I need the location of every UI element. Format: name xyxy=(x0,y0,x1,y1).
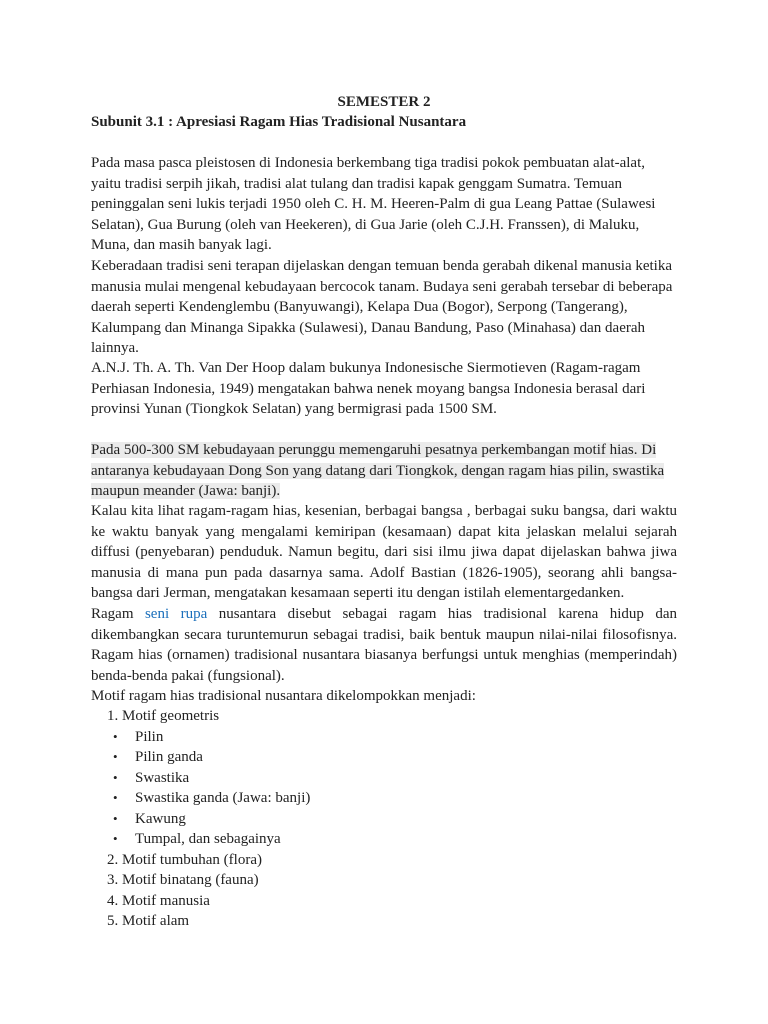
motif-list xyxy=(91,706,310,932)
bullet-icon: • xyxy=(113,728,118,744)
list-item: 1. Motif geometris xyxy=(107,708,220,724)
bullet-icon: • xyxy=(113,810,118,826)
bullet-label: Pilin xyxy=(135,728,164,745)
bullet-icon: • xyxy=(113,749,118,764)
list-item xyxy=(91,768,310,789)
list-item xyxy=(91,747,310,768)
paragraph-diffusi: Kalau kita lihat ragam-ragam hias, kesenian, berbagai bangsa , berbagai suku bangsa, dari waktu ke waktu banyak yang mengalami kemiripan (kesamaan) dapat kita jelaskan melalui sejarah diffusi (penyebaran) penduduk. Namun begitu, dari sisi ilmu jiwa dapat dijelaskan bahwa jiwa manusia di mana pun pada dasarnya sama. Adolf Bastian (1826-1905), seorang ahli bangsa-bangsa dari Jerman, mengatakan kesamaan seperti itu dengan istilah elementargedanken. xyxy=(91,503,677,601)
list-item xyxy=(91,788,310,809)
paragraph-pleistosen: Pada masa pasca pleistosen di Indonesia berkembang tiga tradisi pokok pembuatan alat-alat, yaitu tradisi serpih jikah, tradisi alat tulang dan tradisi kapak genggam Sumatra. Temuan peninggalan seni lukis terjadi 1950 oleh C. H. M. Heeren-Palm di gua Leang Pattae (Sulawesi Selatan), Gua Burung (oleh van Heekeren), di Gua Jarie (oleh C.J.H. Franssen), di Maluku, Muna, dan masih banyak lagi. xyxy=(91,155,656,253)
subunit-heading: Subunit 3.1 : Apresiasi Ragam Hias Tradisional Nusantara xyxy=(91,114,467,130)
seni-rupa-text-after: nusantara disebut sebagai ragam hias tradisional karena hidup dan dikembangkan secara turuntemurun sebagai tradisi, baik bentuk maupun nilai-nilai filosofisnya. Ragam hias (ornamen) tradisional nusantara biasanya berfungsi untuk menghias (memperindah) benda-benda pakai (fungsional). xyxy=(91,606,677,684)
bullet-icon: • xyxy=(113,769,118,785)
list-item: 4. Motif manusia xyxy=(107,892,210,909)
bullet-label: Pilin ganda xyxy=(135,749,203,765)
highlighted-text: Pada 500-300 SM kebudayaan perunggu memengaruhi pesatnya perkembangan motif hias. Di antaranya kebudayaan Dong Son yang datang dari Tiongkok, dengan ragam hias pilin, swastika maupun meander (Jawa: banji). xyxy=(91,442,665,499)
bullet-icon: • xyxy=(113,831,118,846)
bullet-label: Swastika xyxy=(135,769,190,786)
paragraph-dong-son xyxy=(91,440,681,502)
list-item xyxy=(91,809,310,830)
paragraph-gerabah: Keberadaan tradisi seni terapan dijelaskan dengan temuan benda gerabah dikenal manusia ketika manusia mulai mengenal kebudayaan bercocok tanam. Budaya seni gerabah tersebar di beberapa daerah seperti Kendenglembu (Banyuwangi), Kelapa Dua (Bogor), Serpong (Tangerang), Kalumpang dan Minanga Sipakka (Sulawesi), Danau Bandung, Paso (Minahasa) dan daerah lainnya. xyxy=(91,258,673,356)
bullet-label: Swastika ganda (Jawa: banji) xyxy=(135,790,311,806)
paragraph-motif-intro: Motif ragam hias tradisional nusantara dikelompokkan menjadi: xyxy=(91,688,476,704)
list-item xyxy=(91,727,310,748)
bullet-label: Tumpal, dan sebagainya xyxy=(135,831,281,847)
paragraph-van-der-hoop: A.N.J. Th. A. Th. Van Der Hoop dalam bukunya Indonesische Siermotieven (Ragam-ragam Perhiasan Indonesia, 1949) mengatakan bahwa nenek moyang bangsa Indonesia berasal dari provinsi Yunan (Tiongkok Selatan) yang bermigrasi pada 1500 SM. xyxy=(91,360,646,417)
seni-rupa-text-before: Ragam xyxy=(91,606,145,622)
bullet-icon: • xyxy=(113,790,118,805)
paragraph-seni-rupa xyxy=(91,604,677,686)
list-item: 5. Motif alam xyxy=(107,913,190,929)
list-item: 3. Motif binatang (fauna) xyxy=(107,872,259,888)
list-item: 2. Motif tumbuhan (flora) xyxy=(107,851,262,868)
seni-rupa-link[interactable]: seni rupa xyxy=(144,606,208,622)
list-item xyxy=(91,829,310,850)
document-title: SEMESTER 2 xyxy=(337,94,431,110)
bullet-label: Kawung xyxy=(135,810,186,827)
